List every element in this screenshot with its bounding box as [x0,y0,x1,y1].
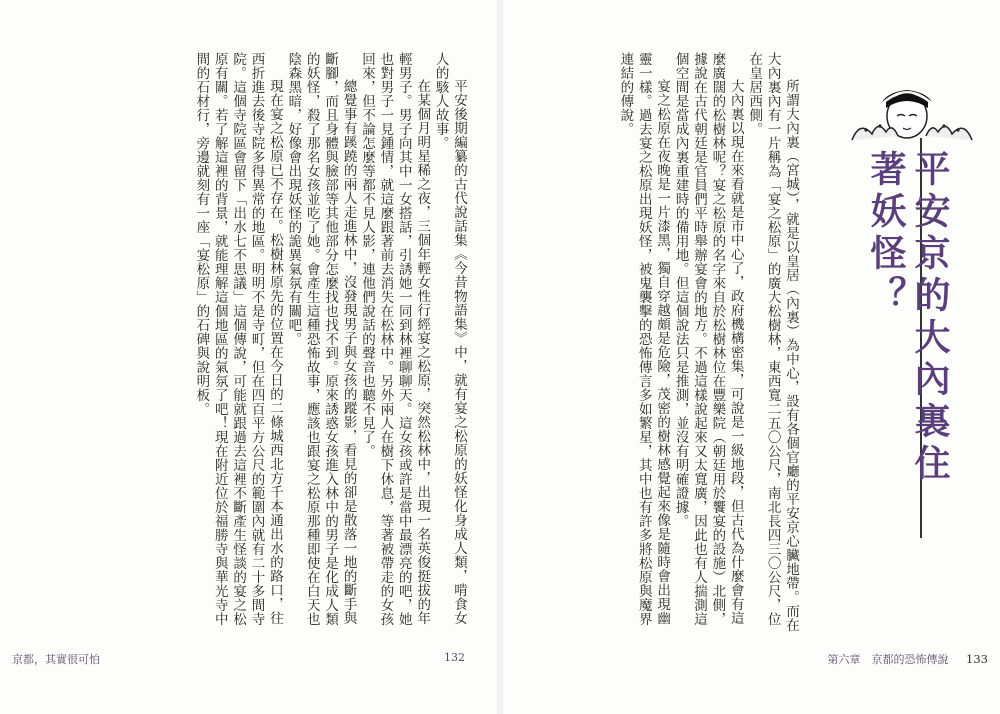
footer-left [12,651,100,667]
chapter-title-block [842,40,982,510]
paragraph: 在某個月明星稀之夜，三個年輕女性行經宴之松原，突然松林中，出現一名英俊挺拔的年輕男子。男子向其中一女搭話，引誘她一同到林裡聊聊天。這女孩或許是當中最漂亮的吧，她也對男子一見鍾情，就這麼跟著前去消失在松林中。另外兩人在樹下休息，等著被帶走的女孩回來，但不論怎麼等都不見人影，連他們說話的聲音也聽不見了。 [358,52,431,626]
paragraph: 平安後期編纂的古代說話集《今昔物語集》中，就有宴之松原的妖怪化身成人類，啃食女人的駭人故事。 [432,52,467,625]
paragraph: 宴之松原在夜晚是一片漆黑，獨自穿越頗是危險，茂密的樹林感覺起來像是隨時會出現幽靈一樣。過去宴之松原出現妖怪，被鬼襲擊的恐怖傳言多如繁星，其中也有許多將松原與魔界連結的傳說。 [617,52,671,626]
right-body-text [532,52,800,634]
footer-left-page-number: 132 [444,651,465,664]
paragraph: 所謂大內裏（宮城），就是以皇居（內裏）為中心，設有各個官廳的平安京心臟地帶。而在大內裏內有一片稱為「宴之松原」的廣大松樹林，東西寬二五〇公尺，南北長四三〇公尺，位在皇居西側。 [746,52,799,633]
paragraph: 現在宴之松原已不存在。松樹林原先的位置在今日的二條城西北方千本通出水的路口，往西折進去後寺院多得異常的地區。明明不是寺町，但在四百平方公尺的範圍內就有二十多間寺院。這個寺院區會留下「出水七不思議」這個傳說，可能就跟過去這裡不斷產生怪談的宴之松原有關。若了解這裡的背景，就能理解這個地區的氣氛了吧！現在附近位於福勝寺與華光寺中間的石材行，旁邊就刻有一座「宴松原」的石碑與說明板。 [193,52,283,626]
left-body-text [110,52,468,634]
paragraph: 大內裏以現在來看就是市中心了，政府機構密集，可說是一級地段，但古代為什麼會有這麼廣闊的松樹林呢？宴之松原的名字來自於松樹林位在豐樂院（朝廷用於饗宴的設施）北側，據說在古代朝廷是官員們平時舉辦宴會的地方。不過這樣說起來又太寬廣，因此也有人揣測這個空間是當成內裏重建時的備用地。但這個說法只是推測，並沒有明確證據。 [672,52,744,626]
paragraph: 總覺事有蹊蹺的兩人走進林中，沒發現男子與女孩的蹤影，看見的卻是散落一地的斷手與斷腳，而且身體與臉部等其他部分怎麼找也找不到。原來誘惑女孩進入林中的男子是化成人類的妖怪，殺了那名女孩並吃了她。會產生這種恐怖故事，應該也跟宴之松原那種即使在白天也陰森黑暗，好像會出現妖怪的詭異氣氛有關吧。 [285,52,357,626]
page-number: 133 [966,652,988,666]
footer-right [828,651,988,667]
footer-book-title: 京都，其實很可怕 [12,653,100,666]
chapter-title: 平安京的大內裏住著妖怪？ [865,150,951,486]
footer-chapter: 第六章 京都的恐怖傳說 [827,653,949,666]
right-page [500,0,1000,714]
